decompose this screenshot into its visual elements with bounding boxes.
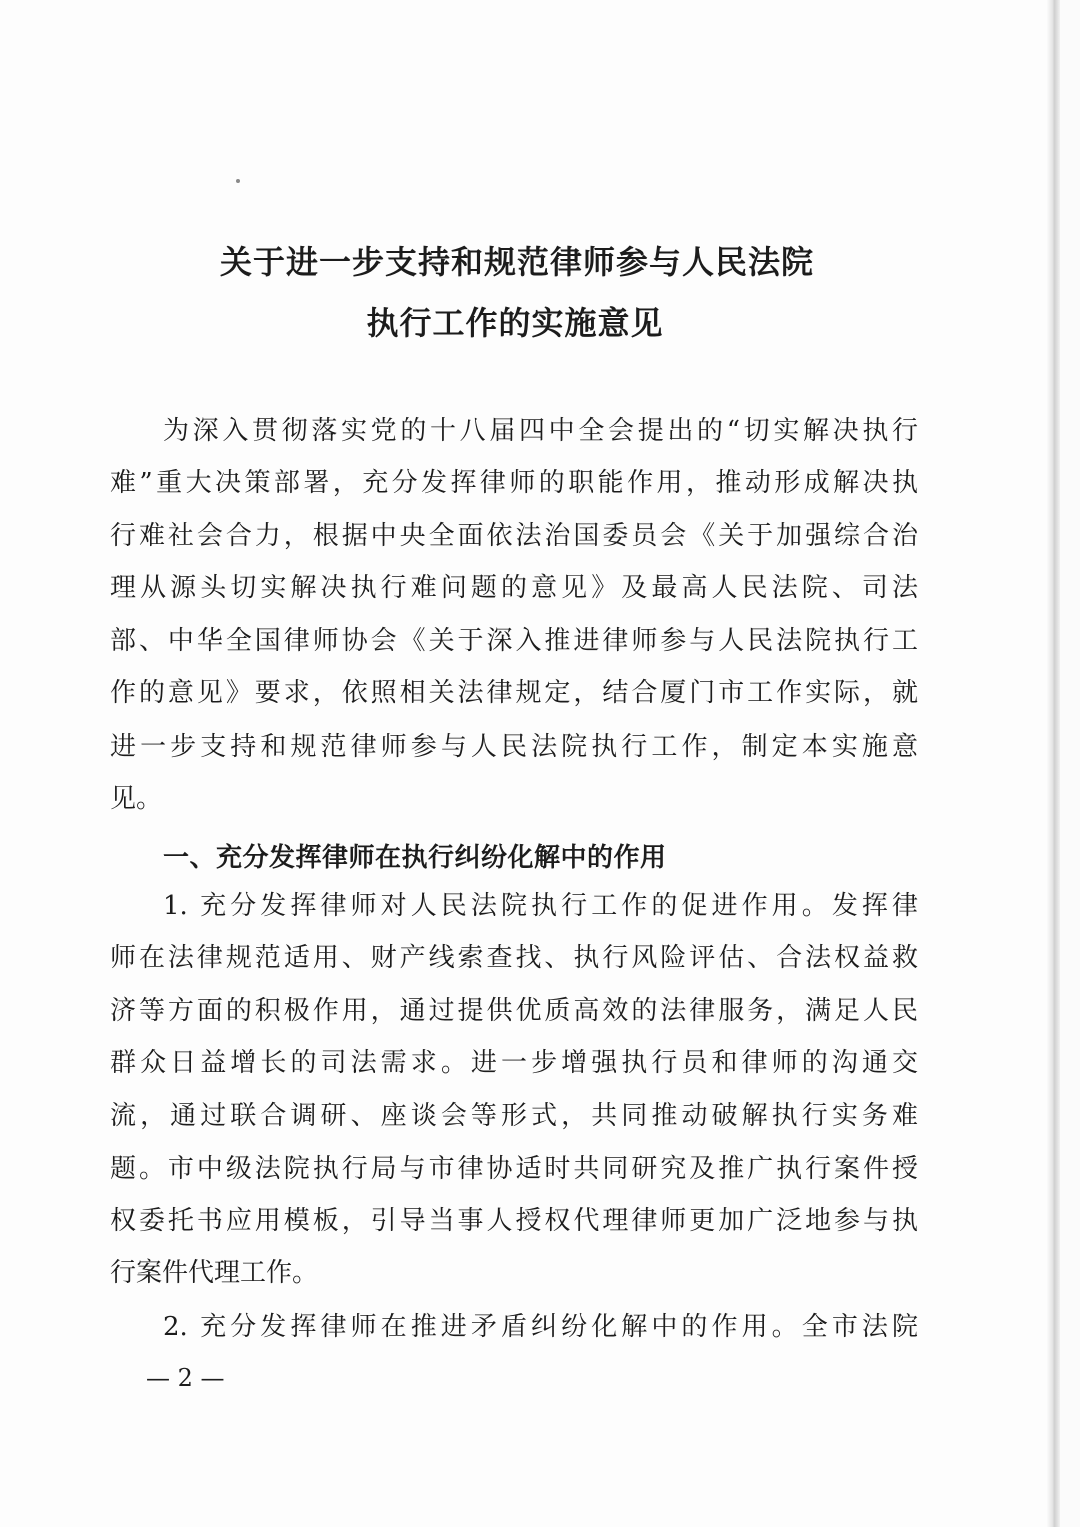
item-1-line: 流，通过联合调研、座谈会等形式，共同推动破解执行实务难 — [110, 1101, 918, 1131]
scan-edge-shadow — [1046, 0, 1060, 1527]
preamble-line: 行难社会合力，根据中央全面依法治国委员会《关于加强综合治 — [110, 521, 918, 551]
preamble-line: 作的意见》要求，依照相关法律规定，结合厦门市工作实际，就 — [110, 678, 918, 708]
document-title-line-2: 执行工作的实施意见 — [366, 304, 664, 342]
item-1-line: 群众日益增长的司法需求。进一步增强执行员和律师的沟通交 — [110, 1048, 918, 1078]
page-number: — 2 — — [146, 1364, 225, 1392]
document-title-line-1: 关于进一步支持和规范律师参与人民法院 — [219, 243, 814, 281]
preamble-line: 理从源头切实解决执行难问题的意见》及最高人民法院、司法 — [110, 573, 918, 603]
item-1-line: 权委托书应用模板，引导当事人授权代理律师更加广泛地参与执 — [110, 1206, 918, 1236]
item-1-line: 题。市中级法院执行局与市律协适时共同研究及推广执行案件授 — [110, 1154, 918, 1184]
scan-speck — [236, 179, 240, 183]
preamble-line: 为深入贯彻落实党的十八届四中全会提出的“切实解决执行 — [163, 416, 918, 446]
preamble-line: 部、中华全国律师协会《关于深入推进律师参与人民法院执行工 — [110, 626, 918, 656]
scan-edge-margin — [1060, 0, 1080, 1527]
section-heading-1: 一、充分发挥律师在执行纠纷化解中的作用 — [163, 843, 667, 873]
item-1-line: 行案件代理工作。 — [110, 1258, 319, 1288]
preamble-line: 难”重大决策部署，充分发挥律师的职能作用，推动形成解决执 — [110, 468, 918, 498]
preamble-line: 进一步支持和规范律师参与人民法院执行工作，制定本实施意 — [110, 732, 918, 762]
item-1-line: 师在法律规范适用、财产线索查找、执行风险评估、合法权益救 — [110, 943, 918, 973]
item-2-line: 2. 充分发挥律师在推进矛盾纠纷化解中的作用。全市法院 — [163, 1312, 918, 1342]
preamble-line: 见。 — [110, 784, 163, 814]
item-1-line: 1. 充分发挥律师对人民法院执行工作的促进作用。发挥律 — [163, 891, 918, 921]
item-1-line: 济等方面的积极作用，通过提供优质高效的法律服务，满足人民 — [110, 996, 918, 1026]
